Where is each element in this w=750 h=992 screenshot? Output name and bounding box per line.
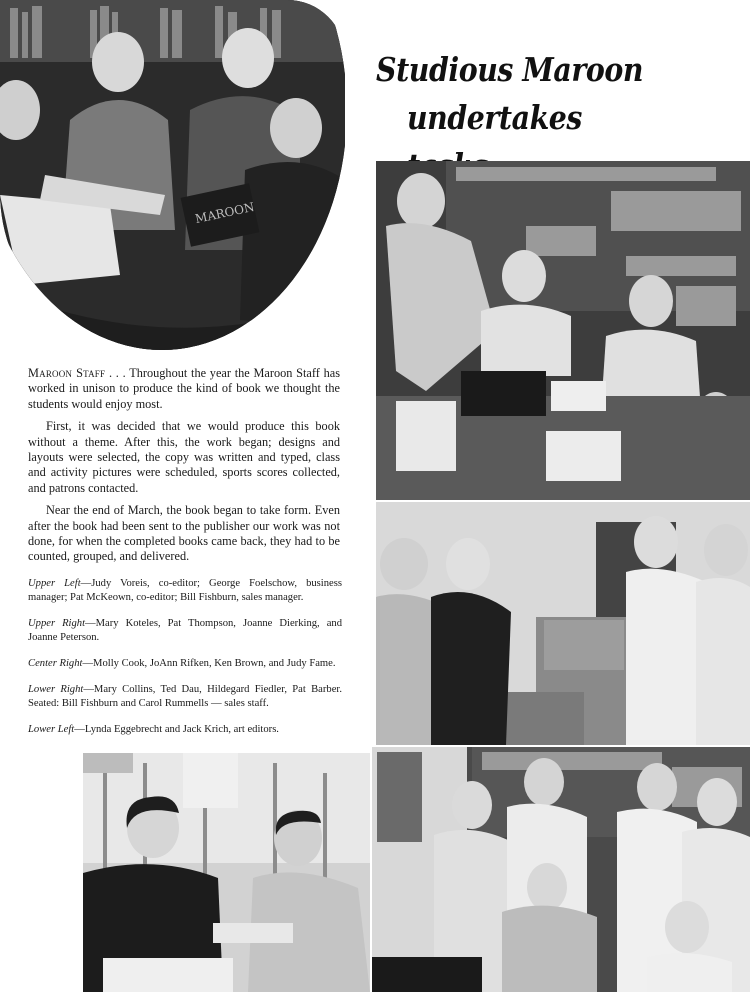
caption-label: Center Right: [28, 658, 83, 669]
caption-upper-left: [28, 577, 342, 605]
photo-upper-left: [0, 0, 345, 355]
title-line-2: undertakes: [406, 98, 582, 137]
caption-text: —Judy Voreis, co-editor; George Foelschow, business manager; Pat McKeown, co-editor; Bill Fishburn, sales manager.: [28, 578, 342, 603]
caption-text: —Mary Collins, Ted Dau, Hildegard Fiedler, Pat Barber. Seated: Bill Fishburn and Carol Rummells — sales staff.: [28, 684, 342, 709]
caption-upper-right: [28, 617, 342, 645]
caption-label: Lower Right: [28, 684, 84, 695]
article-body: [28, 366, 340, 572]
photo-lower-left: [83, 753, 370, 992]
title-line-1: Studious Maroon: [376, 50, 644, 89]
paragraph-3: Near the end of March, the book began to take form. Even after the book had been sent to the publisher our work was not done, for when the completed books came back, they had to be counted, grouped, and delivered.: [28, 503, 340, 564]
paragraph-1-text: . . . Throughout the year the Maroon Staff has worked in unison to produce the kind of book we thought the students would enjoy most.: [28, 366, 340, 411]
caption-text: —Mary Koteles, Pat Thompson, Joanne Dierking, and Joanne Peterson.: [28, 618, 343, 643]
caption-label: Lower Left: [28, 724, 75, 735]
caption-lower-right: [28, 683, 342, 711]
photo-center-right: [376, 502, 750, 745]
photo-lower-right: [372, 747, 750, 992]
photo-upper-right: [376, 161, 750, 500]
caption-lower-left: [28, 723, 342, 737]
article-lead: Maroon Staff: [28, 366, 106, 380]
photo-captions: [28, 577, 342, 749]
caption-label: Upper Left: [28, 578, 81, 589]
paragraph-1: [28, 366, 340, 412]
caption-center-right: [28, 657, 342, 671]
caption-text: —Molly Cook, JoAnn Rifken, Ken Brown, and Judy Fame.: [82, 658, 336, 669]
caption-label: Upper Right: [28, 618, 86, 629]
paragraph-2: First, it was decided that we would produce this book without a theme. After this, the work began; designs and layouts were selected, the copy was written and typed, class and activity pictures were scheduled, sports scores collected, and patrons contacted.: [28, 419, 340, 495]
caption-text: —Lynda Eggebrecht and Jack Krich, art editors.: [74, 724, 279, 735]
yearbook-cover-text: MAROON: [193, 199, 256, 227]
